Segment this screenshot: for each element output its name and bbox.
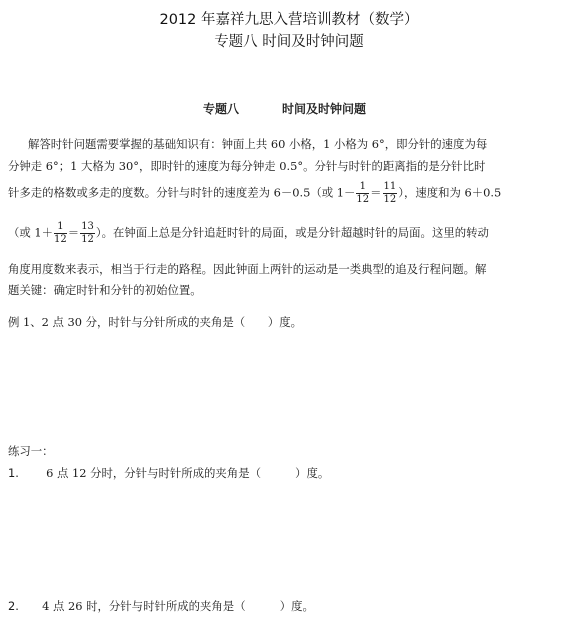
fraction-1-over-12: $\frac{1}{12}$ — [356, 181, 370, 205]
section-label: 专题八 — [203, 102, 240, 116]
exercise-heading: 练习一： — [8, 444, 54, 458]
section-title: 时间及时钟问题 — [282, 102, 367, 116]
fraction-11-over-12: $\frac{11}{12}$ — [383, 181, 397, 205]
exercise-item-1-number: 1. — [8, 466, 19, 480]
intro-line-3 — [8, 181, 501, 206]
intro-line-1: 解答时针问题需要掌握的基础知识有：钟面上共 60 小格，1 小格为 6°，即分针的速度为每 — [28, 137, 488, 151]
exercise-item-1 — [8, 465, 329, 481]
exercise-item-2 — [8, 598, 314, 614]
exercise-item-2-text: 4 点 26 时，分针与时针所成的夹角是（ ）度。 — [42, 599, 314, 613]
exercise-item-2-number: 2. — [8, 599, 19, 613]
intro-line-2: 分钟走 6°；1 大格为 30°，即时针的速度为每分钟走 0.5°。分针与时针的距离指的是分针比时 — [8, 159, 486, 173]
equals-sign-b: ＝ — [67, 225, 80, 240]
intro-line-4-text-b: ）。在钟面上总是分针追赶时针的局面，或是分针超越时针的局面。这里的转动 — [95, 225, 489, 240]
exercise-item-1-text: 6 点 12 分时，分针与时针所成的夹角是（ ）度。 — [46, 466, 330, 480]
intro-line-5: 角度用度数来表示，相当于行走的路程。因此钟面上两针的运动是一类典型的追及行程问题。解 — [8, 262, 487, 276]
intro-line-3-text-b: ），速度和为 6＋0.5 — [398, 185, 502, 200]
intro-line-6: 题关键：确定时针和分针的初始位置。 — [8, 283, 202, 297]
example-1-question: 例 1、2 点 30 分，时针与分针所成的夹角是（ ）度。 — [8, 315, 303, 329]
fraction-13-over-12: $\frac{13}{12}$ — [81, 221, 94, 245]
equals-sign: ＝ — [370, 185, 382, 200]
intro-line-3-text-a: 针多走的格数或多走的度数。分针与时针的速度差为 6－0.5（或 1－ — [8, 185, 356, 200]
document-subtitle: 专题八 时间及时钟问题 — [214, 34, 364, 50]
intro-line-4-text-a: （或 1＋ — [8, 225, 54, 240]
document-title: 2012 年嘉祥九思入营培训教材（数学） — [159, 12, 419, 28]
intro-line-4 — [8, 221, 489, 246]
fraction-1-over-12-b: $\frac{1}{12}$ — [54, 221, 67, 245]
